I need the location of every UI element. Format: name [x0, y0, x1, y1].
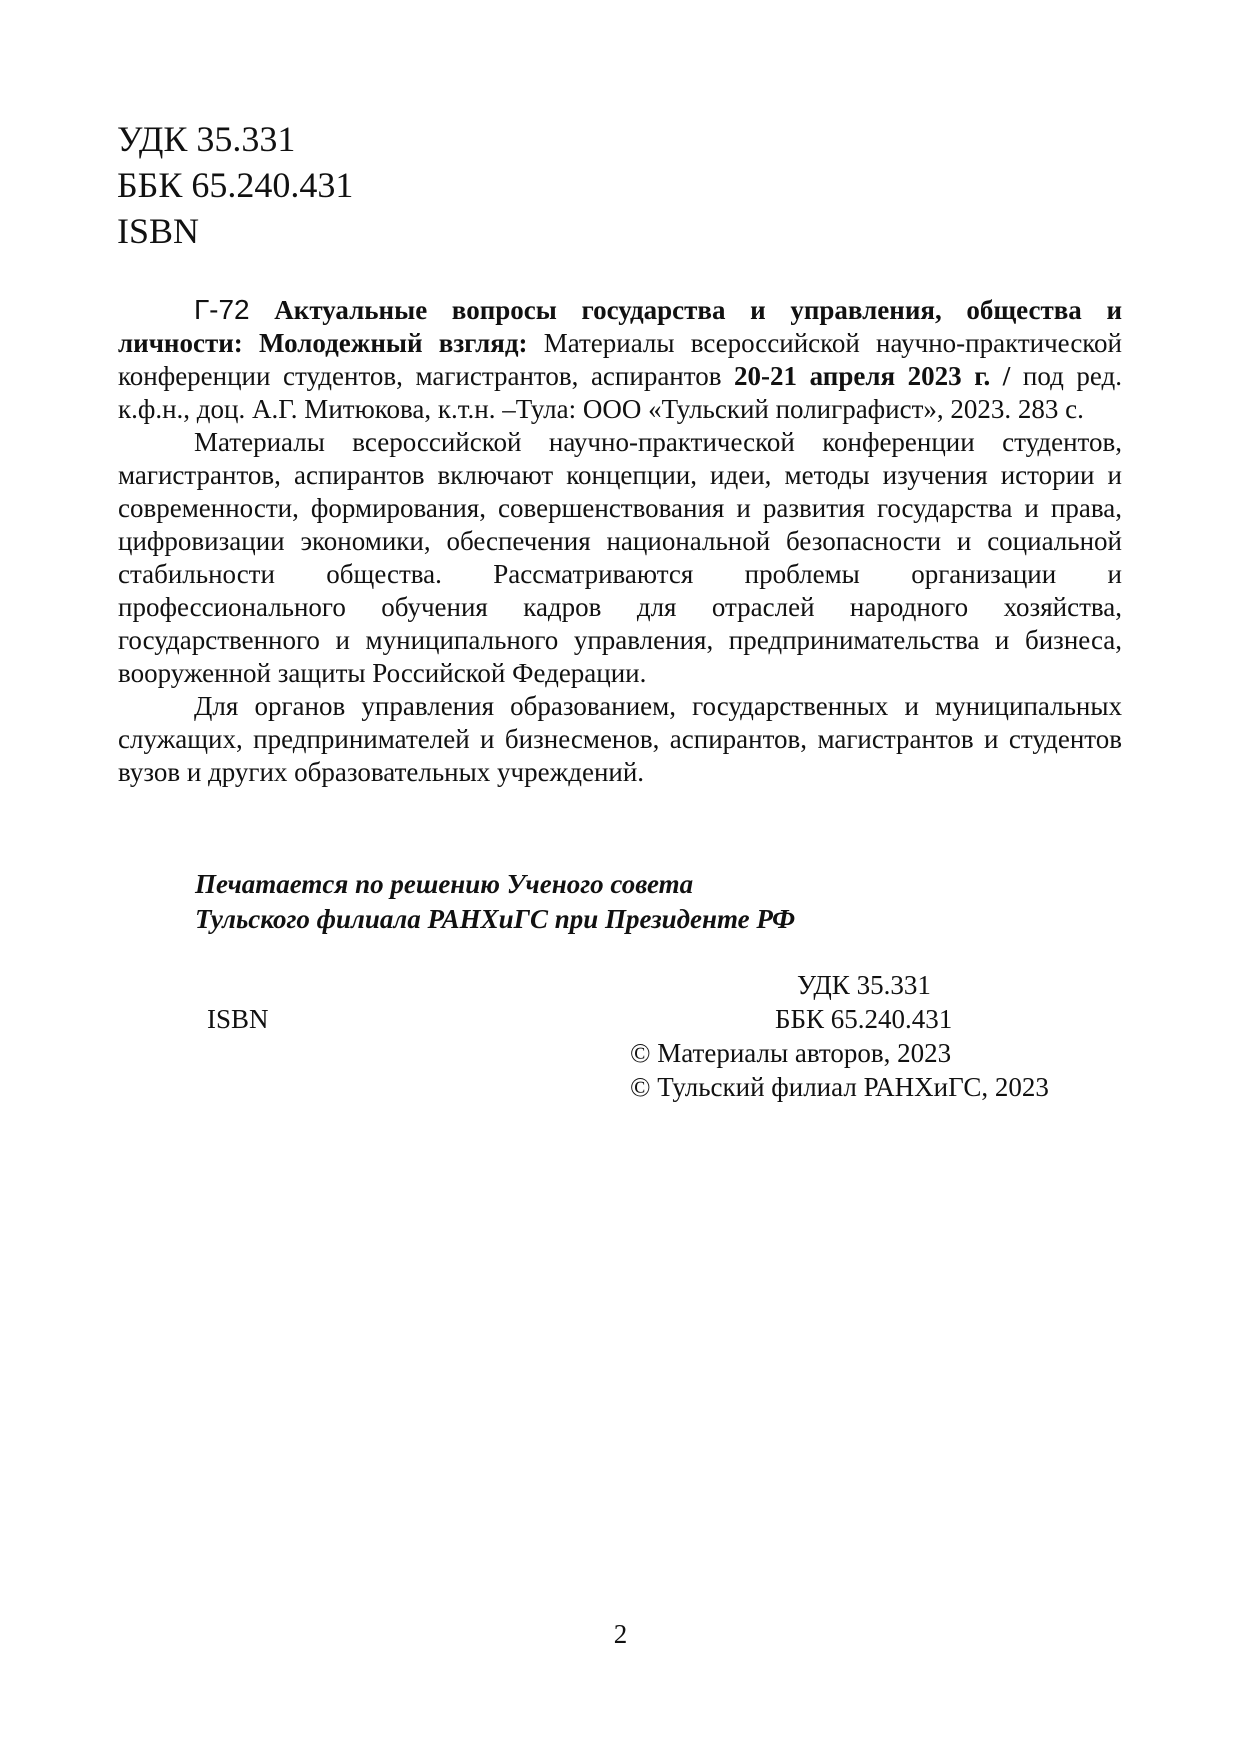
book-description: Материалы всероссийской научно-практической конференции студентов, магистрантов, аспирантов: [118, 328, 1122, 391]
footer-udk: УДК 35.331: [797, 970, 931, 1000]
page-number: 2: [613, 1619, 628, 1649]
print-note-line-2: Тульского филиала РАНХиГС при Президенте РФ: [195, 904, 796, 934]
conference-dates: 20-21 апреля 2023 г. /: [734, 361, 1011, 391]
abstract-paragraph-2: Для органов управления образованием, государственных и муниципальных служащих, предпринимателей и бизнесменов, аспирантов, магистрантов и студентов вузов и других образовательных учреждений.: [118, 691, 1122, 787]
top-classification-codes: [117, 116, 353, 254]
footer-codes: [630, 968, 1110, 1104]
footer-bbk: ББК 65.240.431: [775, 1004, 953, 1034]
print-approval-note: [195, 867, 795, 937]
print-note-line-1: Печатается по решению Ученого совета: [195, 869, 694, 899]
abstract-paragraph-1: Материалы всероссийской научно-практической конференции студентов, магистрантов, аспирантов включают концепции, идеи, методы изучения истории и современности, формирования, совершенствования и развития государства и права, цифровизации экономики, обеспечения национальной безопасности и социальной стабильности общества. Рассматриваются проблемы организации и профессионального обучения кадров для отраслей народного хозяйства, государственного и муниципального управления, предпринимательства и бизнеса, вооруженной защиты Российской Федерации.: [118, 427, 1122, 688]
bibliographic-annotation: [118, 293, 1122, 426]
main-text: [118, 293, 1122, 789]
book-title: Актуальные вопросы государства и управления, общества и личности: Молодежный взгляд:: [118, 295, 1123, 358]
footer-isbn: ISBN: [207, 1004, 269, 1034]
bbk-code: ББК 65.240.431: [117, 165, 354, 205]
editor-publisher: под ред. к.ф.н., доц. А.Г. Митюкова, к.т.н. –Тула: ООО «Тульский полиграфист», 2023. 283 с.: [118, 361, 1123, 424]
copyright-branch: © Тульский филиал РАНХиГС, 2023: [630, 1072, 1049, 1102]
copyright-authors: © Материалы авторов, 2023: [630, 1038, 952, 1068]
author-mark: Г-72: [194, 294, 250, 325]
udk-code: УДК 35.331: [117, 119, 296, 159]
isbn-label: ISBN: [117, 211, 200, 251]
